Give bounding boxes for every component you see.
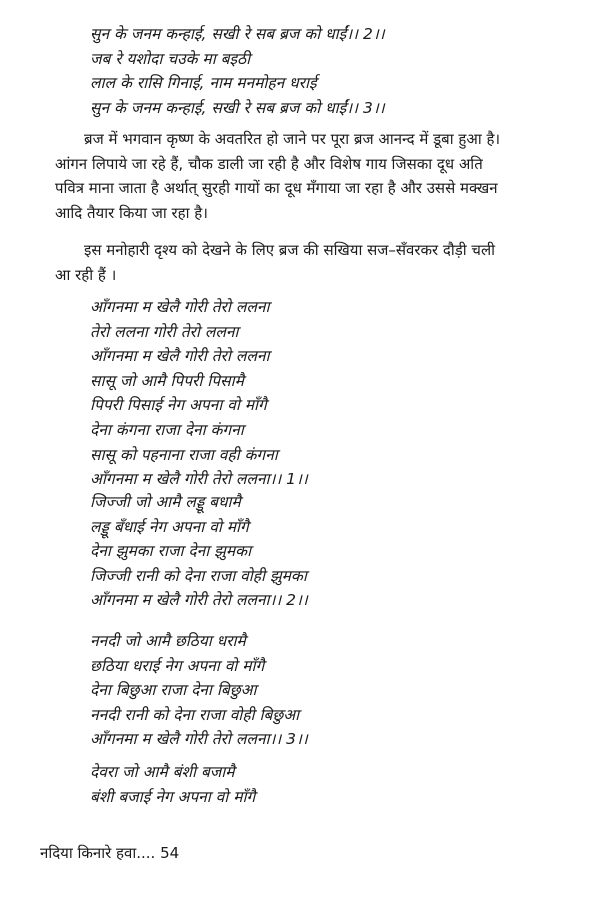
verse-line: आँगनमा म खेलै गोरी तेरो ललना	[90, 347, 270, 366]
verse-line: जिज्जी जो आमै लड्डू बधामै	[90, 493, 241, 511]
paragraph-line: ब्रज में भगवान कृष्ण के अवतरित हो जाने पर पूरा ब्रज आनन्द में डूबा हुआ है।	[84, 130, 501, 148]
verse-line: लड्डू बँधाई नेग अपना वो माँगै	[90, 517, 249, 536]
paragraph-line: इस मनोहारी दृश्य को देखने के लिए ब्रज की सखिया सज–सँवरकर दौड़ी चली	[84, 241, 496, 259]
verse-line: देवरा जो आमै बंशी बजामै	[90, 763, 235, 781]
verse-line: सासू को पहनाना राजा वही कंगना	[90, 445, 278, 464]
verse-line: देना बिछुआ राजा देना बिछुआ	[90, 681, 257, 700]
paragraph-line: आंगन लिपाये जा रहे हैं, चौक डाली जा रही है और विशेष गाय जिसका दूध अति	[55, 154, 483, 173]
verse-line: आँगनमा म खेलै गोरी तेरो ललना।। 1।।	[90, 470, 308, 489]
verse-line: देना झुमका राजा देना झुमका	[90, 542, 252, 561]
song-verse-3	[90, 629, 308, 752]
verse-line: जिज्जी रानी को देना राजा वोही झुमका	[90, 566, 307, 585]
verse-line: बंशी बजाई नेग अपना वो माँगै	[90, 787, 256, 806]
verse-line: देना कंगना राजा देना कंगना	[90, 420, 244, 439]
verse-block-top	[90, 22, 385, 120]
paragraph-line: आदि तैयार किया जा रहा है।	[55, 203, 208, 222]
verse-line: आँगनमा म खेलै गोरी तेरो ललना।। 2।।	[90, 591, 308, 610]
paragraph-line: पवित्र माना जाता है अर्थात् सुरही गायों का दूध मँगाया जा रहा है और उससे मक्खन	[55, 179, 498, 197]
verse-line: आँगनमा म खेलै गोरी तेरो ललना।। 3।।	[90, 730, 308, 749]
verse-line: तेरो ललना गोरी तेरो ललना	[90, 322, 239, 341]
song-verse-4	[90, 760, 255, 809]
song-verse-2	[90, 490, 308, 613]
verse-line: छठिया धराई नेग अपना वो माँगै	[90, 656, 265, 675]
verse-line: सुन के जनम कन्हाई, सखी रे सब ब्रज को धाईं।। 3।।	[90, 98, 385, 117]
paragraph-1	[55, 127, 563, 225]
verse-line: आँगनमा म खेलै गोरी तेरो ललना	[90, 298, 270, 316]
song-verse-1	[90, 295, 308, 492]
paragraph-line: आ रही हैं ।	[55, 265, 117, 284]
verse-line: ननदी जो आमै छठिया धरामै	[90, 632, 246, 650]
verse-line: लाल के रासि गिनाई, नाम मनमोहन धराई	[90, 74, 317, 93]
page-footer: नदिया किनारे हवा.... 54	[40, 844, 180, 862]
verse-line: सासू जो आमै पिपरी पिसामै	[90, 371, 244, 390]
verse-line: पिपरी पिसाई नेग अपना वो माँगै	[90, 396, 267, 415]
paragraph-2	[55, 238, 563, 287]
verse-line: ननदी रानी को देना राजा वोही बिछुआ	[90, 705, 300, 724]
verse-line: सुन के जनम कन्हाई, सखी रे सब ब्रज को धाईं।। 2।।	[90, 25, 385, 43]
verse-line: जब रे यशोदा चउके मा बइठी	[90, 49, 251, 68]
